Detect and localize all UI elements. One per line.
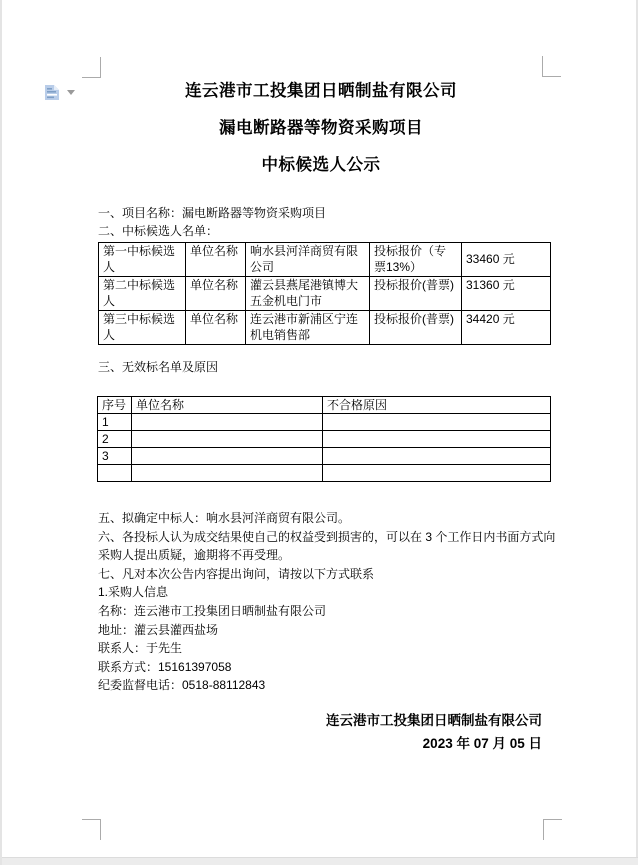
title-announcement: 中标候选人公示 <box>261 156 381 174</box>
company-name: 连云港市新浦区宁连机电销售部 <box>246 311 370 345</box>
margin-crop-mark-top-right <box>542 56 561 77</box>
closing-paragraphs <box>98 509 561 695</box>
col-header-unit: 单位名称 <box>132 397 323 414</box>
table-header-row <box>98 397 551 414</box>
unit-cell <box>132 431 323 448</box>
purchaser-address: 地址：灌云县灌西盐场 <box>98 622 219 637</box>
purchaser-phone: 联系方式：15161397058 <box>98 659 232 674</box>
row-index: 3 <box>98 448 132 465</box>
price-label: 投标报价(普票) <box>370 311 462 345</box>
reason-cell <box>323 414 551 431</box>
col-header-reason: 不合格原因 <box>323 397 551 414</box>
purchaser-name: 名称：连云港市工投集团日晒制盐有限公司 <box>98 603 327 618</box>
purchaser-contact: 联系人：于先生 <box>98 641 183 656</box>
table-row <box>98 414 551 431</box>
candidate-rank: 第一中标候选人 <box>99 243 186 277</box>
row-index: 1 <box>98 414 132 431</box>
table-row <box>99 277 551 311</box>
section-invalid-bids: 三、无效标名单及原因 <box>98 360 219 374</box>
price-label: 投标报价(普票) <box>370 277 462 311</box>
invalid-bids-table <box>97 396 551 482</box>
paragraph-objection-notice: 六、各投标人认为成交结果使自己的权益受到损害的，可以在 3 个工作日内书面方式向采购人提出质疑，逾期将不再受理。 <box>98 529 556 563</box>
reason-cell <box>323 431 551 448</box>
section-candidate-list: 二、中标候选人名单： <box>98 224 219 238</box>
table-row <box>99 311 551 345</box>
unit-cell <box>132 448 323 465</box>
margin-crop-mark-bottom-left <box>82 819 101 840</box>
candidate-rank: 第二中标候选人 <box>99 277 186 311</box>
table-row <box>99 243 551 277</box>
price-value: 33460 元 <box>462 243 551 277</box>
unit-name-label: 单位名称 <box>186 277 246 311</box>
document-title-block <box>2 81 638 192</box>
margin-crop-mark-top-left <box>82 57 101 78</box>
unit-name-label: 单位名称 <box>186 311 246 345</box>
candidates-table <box>98 242 551 345</box>
company-name: 灌云县燕尾港镇博大五金机电门市 <box>246 277 370 311</box>
supervision-phone: 纪委监督电话：0518-88112843 <box>98 678 266 693</box>
unit-name-label: 单位名称 <box>186 243 246 277</box>
signature-block <box>326 710 542 755</box>
candidate-rank: 第三中标候选人 <box>99 311 186 345</box>
title-company: 连云港市工投集团日晒制盐有限公司 <box>185 82 457 100</box>
table-row <box>98 448 551 465</box>
margin-crop-mark-bottom-right <box>543 819 562 840</box>
page-bottom-edge <box>2 857 638 865</box>
signature-company: 连云港市工投集团日晒制盐有限公司 <box>326 713 542 728</box>
price-value: 31360 元 <box>462 277 551 311</box>
paragraph-contact-intro: 七、凡对本次公告内容提出询问，请按以下方式联系 <box>98 566 375 581</box>
row-index: 2 <box>98 431 132 448</box>
section-project-name: 一、项目名称：漏电断路器等物资采购项目 <box>98 206 327 220</box>
unit-cell <box>132 465 323 482</box>
signature-date: 2023 年 07 月 05 日 <box>422 735 542 751</box>
table-row <box>98 431 551 448</box>
paragraph-confirmed-winner: 五、拟确定中标人：响水县河洋商贸有限公司。 <box>98 511 351 525</box>
title-project: 漏电断路器等物资采购项目 <box>219 119 423 137</box>
reason-cell <box>323 465 551 482</box>
row-index <box>98 465 132 482</box>
unit-cell <box>132 414 323 431</box>
price-label: 投标报价（专票13%） <box>370 243 462 277</box>
col-header-index: 序号 <box>98 397 132 414</box>
table-row <box>98 465 551 482</box>
price-value: 34420 元 <box>462 311 551 345</box>
company-name: 响水县河洋商贸有限公司 <box>246 243 370 277</box>
reason-cell <box>323 448 551 465</box>
purchaser-info-heading: 1.采购人信息 <box>98 585 169 600</box>
